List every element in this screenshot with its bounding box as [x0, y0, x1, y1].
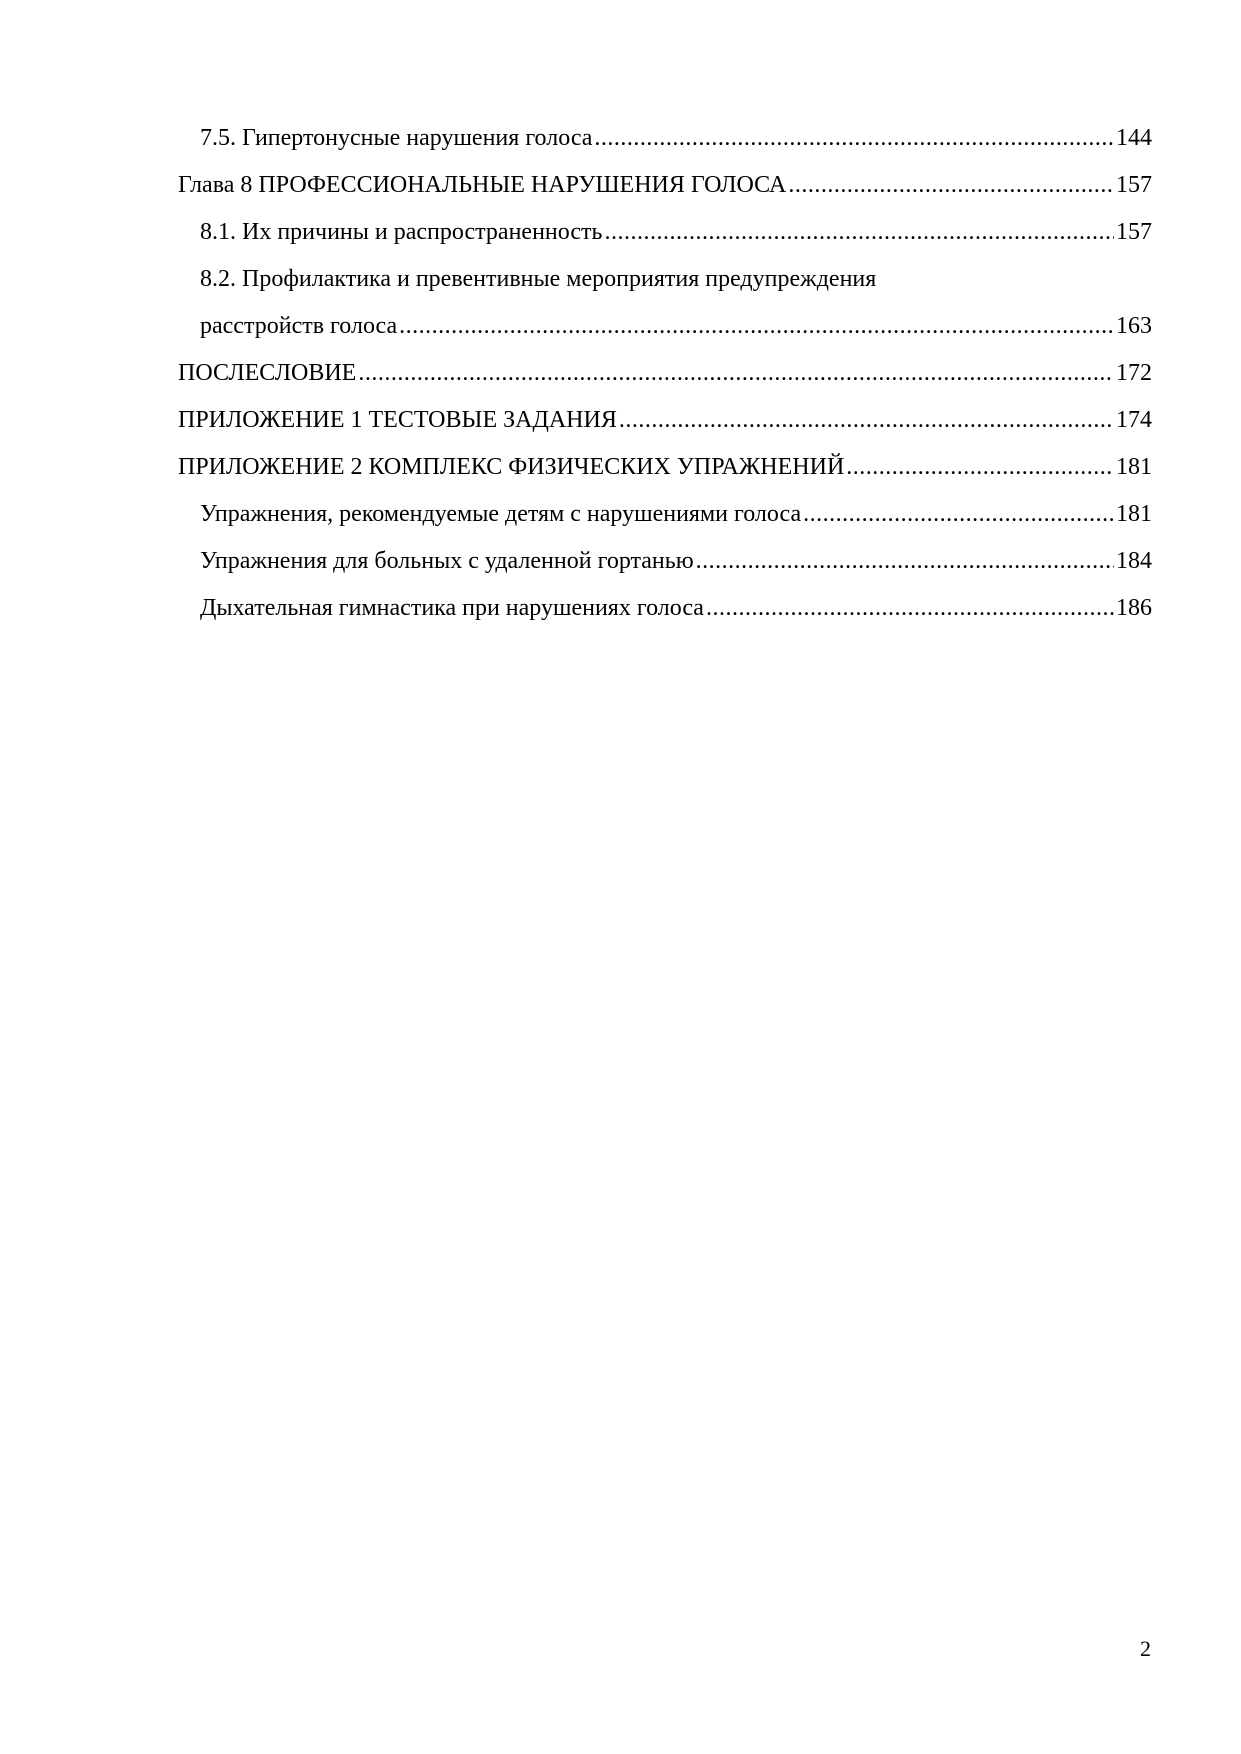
- toc-entry-title: 8.1. Их причины и распространенность: [200, 219, 603, 245]
- toc-entry-page: 186: [1116, 595, 1152, 621]
- toc-entry-page: 181: [1116, 454, 1152, 480]
- toc-entry[interactable]: [178, 350, 1152, 397]
- toc-entry-page: 184: [1116, 548, 1152, 574]
- table-of-contents: [178, 115, 1152, 632]
- dot-leader: [696, 538, 1114, 585]
- toc-entry[interactable]: [178, 491, 1152, 538]
- dot-leader: [706, 585, 1114, 632]
- toc-entry[interactable]: [178, 444, 1152, 491]
- toc-entry-wrapped-second-line[interactable]: [178, 303, 1152, 350]
- toc-entry-title: 8.2. Профилактика и превентивные мероприятия предупреждения: [200, 266, 877, 292]
- toc-entry-page: 172: [1116, 360, 1152, 386]
- page-number: 2: [1140, 1636, 1151, 1661]
- toc-entry[interactable]: [178, 209, 1152, 256]
- toc-entry-title: Глава 8 ПРОФЕССИОНАЛЬНЫЕ НАРУШЕНИЯ ГОЛОСА: [178, 172, 787, 198]
- dot-leader: [358, 350, 1114, 397]
- toc-entry[interactable]: [178, 115, 1152, 162]
- toc-entry-wrapped-first-line[interactable]: [178, 256, 1152, 303]
- toc-entry-page: 181: [1116, 501, 1152, 527]
- toc-entry-page: 144: [1116, 125, 1152, 151]
- dot-leader: [619, 397, 1114, 444]
- toc-entry-title: расстройств голоса: [200, 313, 398, 339]
- toc-entry-title: Упражнения, рекомендуемые детям с нарушениями голоса: [200, 501, 802, 527]
- toc-entry[interactable]: [178, 397, 1152, 444]
- toc-entry-title: ПОСЛЕСЛОВИЕ: [178, 360, 357, 386]
- dot-leader: [594, 115, 1114, 162]
- toc-entry[interactable]: [178, 538, 1152, 585]
- toc-entry-page: 157: [1116, 172, 1152, 198]
- toc-entry-title: ПРИЛОЖЕНИЕ 1 ТЕСТОВЫЕ ЗАДАНИЯ: [178, 407, 617, 433]
- dot-leader: [846, 444, 1114, 491]
- dot-leader: [803, 491, 1114, 538]
- toc-entry-title: Упражнения для больных с удаленной гортанью: [200, 548, 694, 574]
- toc-entry[interactable]: [178, 585, 1152, 632]
- toc-entry-title: 7.5. Гипертонусные нарушения голоса: [200, 125, 593, 151]
- toc-entry[interactable]: [178, 162, 1152, 209]
- dot-leader: [399, 303, 1114, 350]
- toc-entry-title: Дыхательная гимнастика при нарушениях голоса: [200, 595, 704, 621]
- toc-entry-page: 157: [1116, 219, 1152, 245]
- toc-entry-page: 163: [1116, 313, 1152, 339]
- toc-entry-title: ПРИЛОЖЕНИЕ 2 КОМПЛЕКС ФИЗИЧЕСКИХ УПРАЖНЕНИЙ: [178, 454, 845, 480]
- dot-leader: [604, 209, 1114, 256]
- dot-leader: [788, 162, 1114, 209]
- toc-entry-page: 174: [1116, 407, 1152, 433]
